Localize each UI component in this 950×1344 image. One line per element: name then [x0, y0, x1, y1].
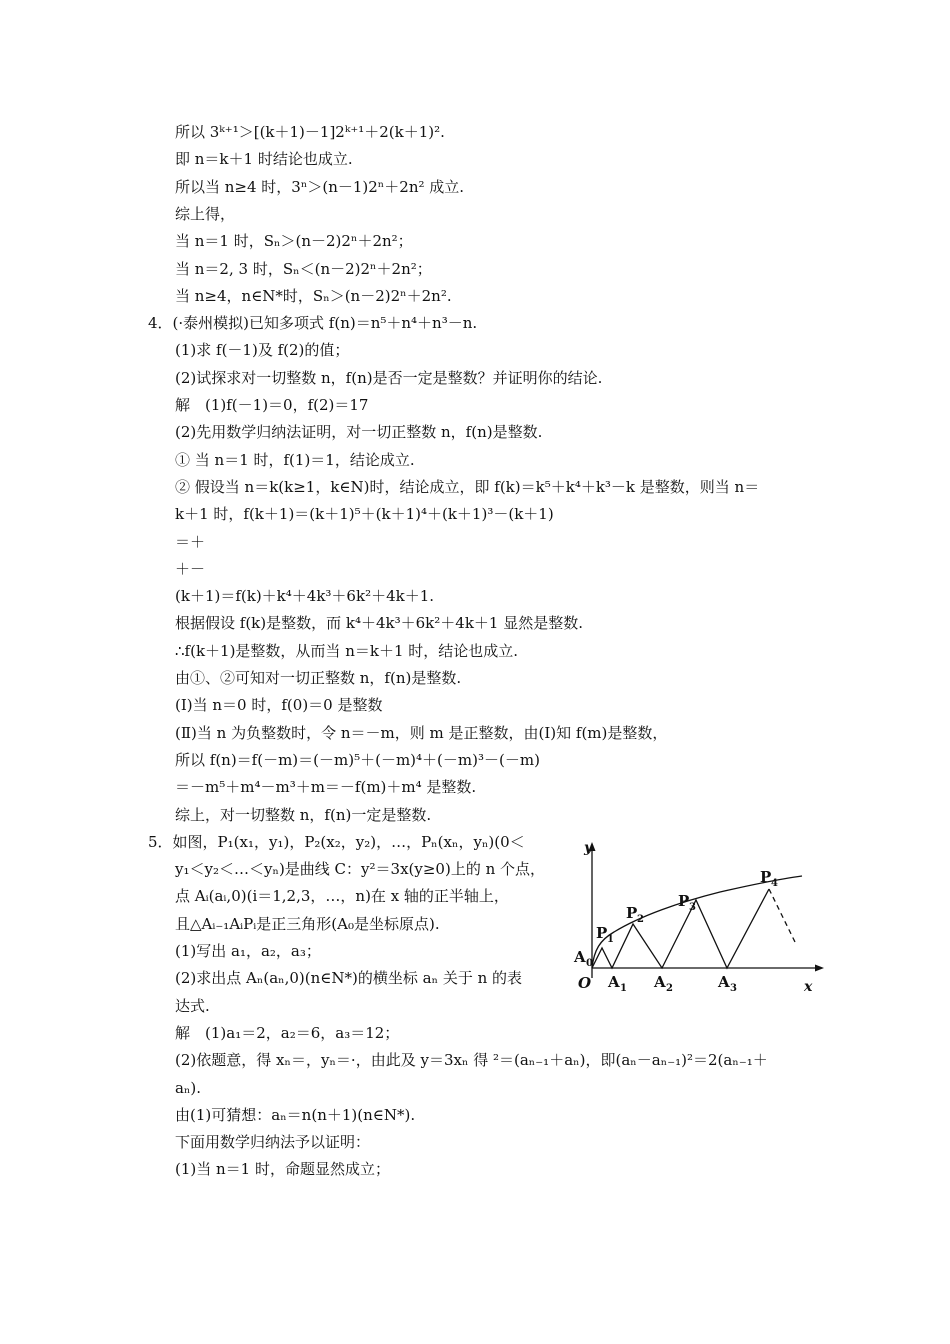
- label-p4-sub: 4: [771, 878, 778, 889]
- x-axis-arrow: [815, 965, 824, 972]
- label-p3: P: [678, 892, 690, 910]
- text-line: ① 当 n＝1 时，f(1)＝1，结论成立.: [175, 450, 415, 469]
- text-line: 所以当 n≥4 时，3ⁿ＞(n－1)2ⁿ＋2n² 成立.: [175, 177, 465, 196]
- text-line: ∴f(k＋1)是整数，从而当 n＝k＋1 时，结论也成立.: [175, 641, 519, 660]
- text-line: 即 n＝k＋1 时结论也成立.: [175, 150, 353, 169]
- text-line: (1)写出 a₁，a₂，a₃；: [175, 942, 321, 960]
- label-a1-sub: 1: [620, 983, 627, 994]
- origin-label: O: [578, 974, 592, 992]
- text-line: (2)试探求对一切整数 n，f(n)是否一定是整数？并证明你的结论.: [175, 368, 603, 387]
- text-line: aₙ).: [175, 1078, 202, 1097]
- dashed-continuation: [769, 889, 795, 942]
- text-line: (1)求 f(－1)及 f(2)的值；: [175, 341, 350, 360]
- curve-c: [592, 876, 802, 968]
- text-line: 由①、②可知对一切正整数 n，f(n)是整数.: [175, 669, 462, 687]
- text-line: ② 假设当 n＝k(k≥1，k∈N)时，结论成立，即 f(k)＝k⁵＋k⁴＋k³－k 是整数，则当 n＝: [175, 477, 760, 496]
- text-line: 根据假设 f(k)是整数，而 k⁴＋4k³＋6k²＋4k＋1 显然是整数.: [175, 614, 583, 633]
- text-line: (1)当 n＝1 时，命题显然成立；: [175, 1160, 390, 1179]
- label-p1-sub: 1: [607, 934, 614, 945]
- text-line: 当 n＝1 时，Sₙ＞(n－2)2ⁿ＋2n²；: [175, 232, 413, 251]
- text-line: 当 n≥4，n∈N*时，Sₙ＞(n－2)2ⁿ＋2n².: [175, 286, 452, 305]
- text-line: 所以 f(n)＝f(－m)＝(－m)⁵＋(－m)⁴＋(－m)³－(－m): [175, 750, 540, 769]
- text-line: 解 (1)f(－1)＝0，f(2)＝17: [175, 396, 369, 414]
- text-line: k＋1 时，f(k＋1)＝(k＋1)⁵＋(k＋1)⁴＋(k＋1)³－(k＋1): [175, 505, 554, 524]
- label-a0: A: [574, 948, 586, 966]
- text-line: ＋－: [175, 559, 206, 578]
- y-axis-label: y: [584, 840, 593, 856]
- label-p3-sub: 3: [689, 902, 696, 913]
- text-line: 所以 3ᵏ⁺¹＞[(k＋1)－1]2ᵏ⁺¹＋2(k＋1)².: [175, 123, 445, 141]
- text-line: 且△Aᵢ₋₁AᵢPᵢ是正三角形(A₀是坐标原点).: [175, 914, 440, 933]
- text-line: (Ⅰ)当 n＝0 时，f(0)＝0 是整数: [175, 696, 383, 715]
- text-line: 下面用数学归纳法予以证明：: [175, 1133, 371, 1152]
- label-a3: A: [718, 973, 730, 991]
- text-line: 由(1)可猜想：aₙ＝n(n＋1)(n∈N*).: [175, 1105, 416, 1124]
- text-line: 解 (1)a₁＝2，a₂＝6，a₃＝12；: [175, 1023, 400, 1042]
- label-p2-sub: 2: [637, 914, 644, 925]
- label-a0-sub: 0: [586, 958, 593, 969]
- text-line: y₁＜y₂＜…＜yₙ)是曲线 C：y²＝3x(y≥0)上的 n 个点，: [175, 860, 546, 879]
- text-line: (2)先用数学归纳法证明，对一切正整数 n，f(n)是整数.: [175, 423, 543, 442]
- label-a2-sub: 2: [666, 983, 673, 994]
- label-a3-sub: 3: [730, 983, 737, 994]
- label-p4: P: [760, 868, 772, 886]
- text-line: 综上，对一切整数 n，f(n)一定是整数.: [175, 805, 432, 824]
- label-a2: A: [654, 973, 666, 991]
- text-line: (2)依题意，得 xₙ＝，yₙ＝·，由此及 y＝3xₙ 得 ²＝(aₙ₋₁＋aₙ)，即(aₙ－aₙ₋₁)²＝2(aₙ₋₁＋: [175, 1051, 768, 1070]
- text-line: 综上得，: [175, 204, 236, 223]
- text-line: 点 Aᵢ(aᵢ,0)(i＝1,2,3，…，n)在 x 轴的正半轴上，: [175, 887, 509, 906]
- text-line: 达式.: [175, 996, 210, 1015]
- text-line: 4．(·泰州模拟)已知多项式 f(n)＝n⁵＋n⁴＋n³－n.: [148, 314, 478, 333]
- label-p1: P: [596, 924, 608, 942]
- text-line: (Ⅱ)当 n 为负整数时，令 n＝－m，则 m 是正整数，由(Ⅰ)知 f(m)是整数，: [175, 723, 668, 742]
- text-line: 当 n＝2, 3 时，Sₙ＜(n－2)2ⁿ＋2n²；: [175, 259, 432, 278]
- text-line: (2)求出点 Aₙ(aₙ,0)(n∈N*)的横坐标 aₙ 关于 n 的表: [175, 969, 523, 988]
- x-axis-label: x: [804, 979, 813, 995]
- text-line: (k＋1)＝f(k)＋k⁴＋4k³＋6k²＋4k＋1.: [175, 587, 435, 606]
- label-p2: P: [626, 904, 638, 922]
- label-a1: A: [608, 973, 620, 991]
- figure-svg: [570, 838, 832, 996]
- text-line: ＝－m⁵＋m⁴－m³＋m＝－f(m)＋m⁴ 是整数.: [175, 778, 477, 797]
- text-line: ＝＋: [175, 532, 206, 551]
- curve-triangles-figure: [570, 838, 832, 996]
- text-line: 5．如图，P₁(x₁，y₁)，P₂(x₂，y₂)，…，Pₙ(xₙ，yₙ)(0＜: [148, 832, 525, 851]
